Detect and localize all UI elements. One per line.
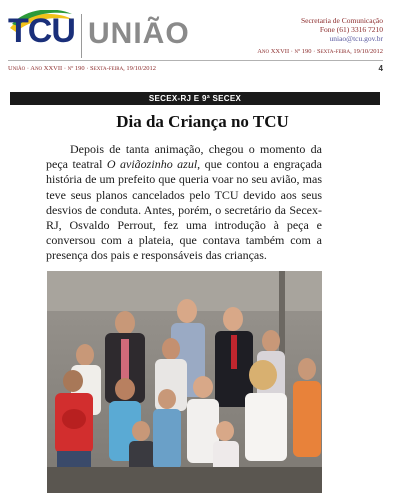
article-body bbox=[46, 142, 322, 264]
article-body-part1: Depois de tanta animação, chegou o momento da peça teatral bbox=[46, 142, 322, 172]
article-headline: Dia da Criança no TCU bbox=[116, 112, 289, 131]
contact-department: Secretaria de Comunicação bbox=[300, 16, 383, 25]
group-photo bbox=[47, 271, 322, 493]
issue-info-left: União · Ano XXVII · nº 190 · Sexta-feira, 19/10/2012 bbox=[8, 65, 157, 72]
masthead-divider bbox=[81, 14, 82, 58]
tcu-logo: TCU bbox=[8, 12, 75, 50]
play-title: O aviãozinho azul bbox=[106, 157, 198, 172]
contact-phone: Fone (61) 3316 7210 bbox=[319, 25, 383, 34]
page-number: 4 bbox=[378, 64, 383, 73]
publication-title: UNIÃO bbox=[88, 17, 190, 50]
article-body-part2: , que contou a engraçada história de um prefeito que queria voar no seu avião, mas teve seus planos cancelados pelo TCU devido aos seus desvios de conduta. Antes, porém, o secretário da Secex-RJ, Osvaldo Perrout, fez uma introdução à peça e conversou com a plateia, que contava também com a presença dos pais e responsáveis das crianças. bbox=[46, 157, 322, 263]
issue-info-right: Ano XXVII · nº 190 · Sexta-feira, 19/10/2012 bbox=[257, 48, 383, 55]
header-rule bbox=[8, 60, 383, 61]
contact-block bbox=[301, 16, 383, 43]
section-banner: SECEX-RJ E 9ª SECEX bbox=[10, 92, 380, 105]
contact-email-link[interactable]: uniao@tcu.gov.br bbox=[329, 34, 383, 43]
